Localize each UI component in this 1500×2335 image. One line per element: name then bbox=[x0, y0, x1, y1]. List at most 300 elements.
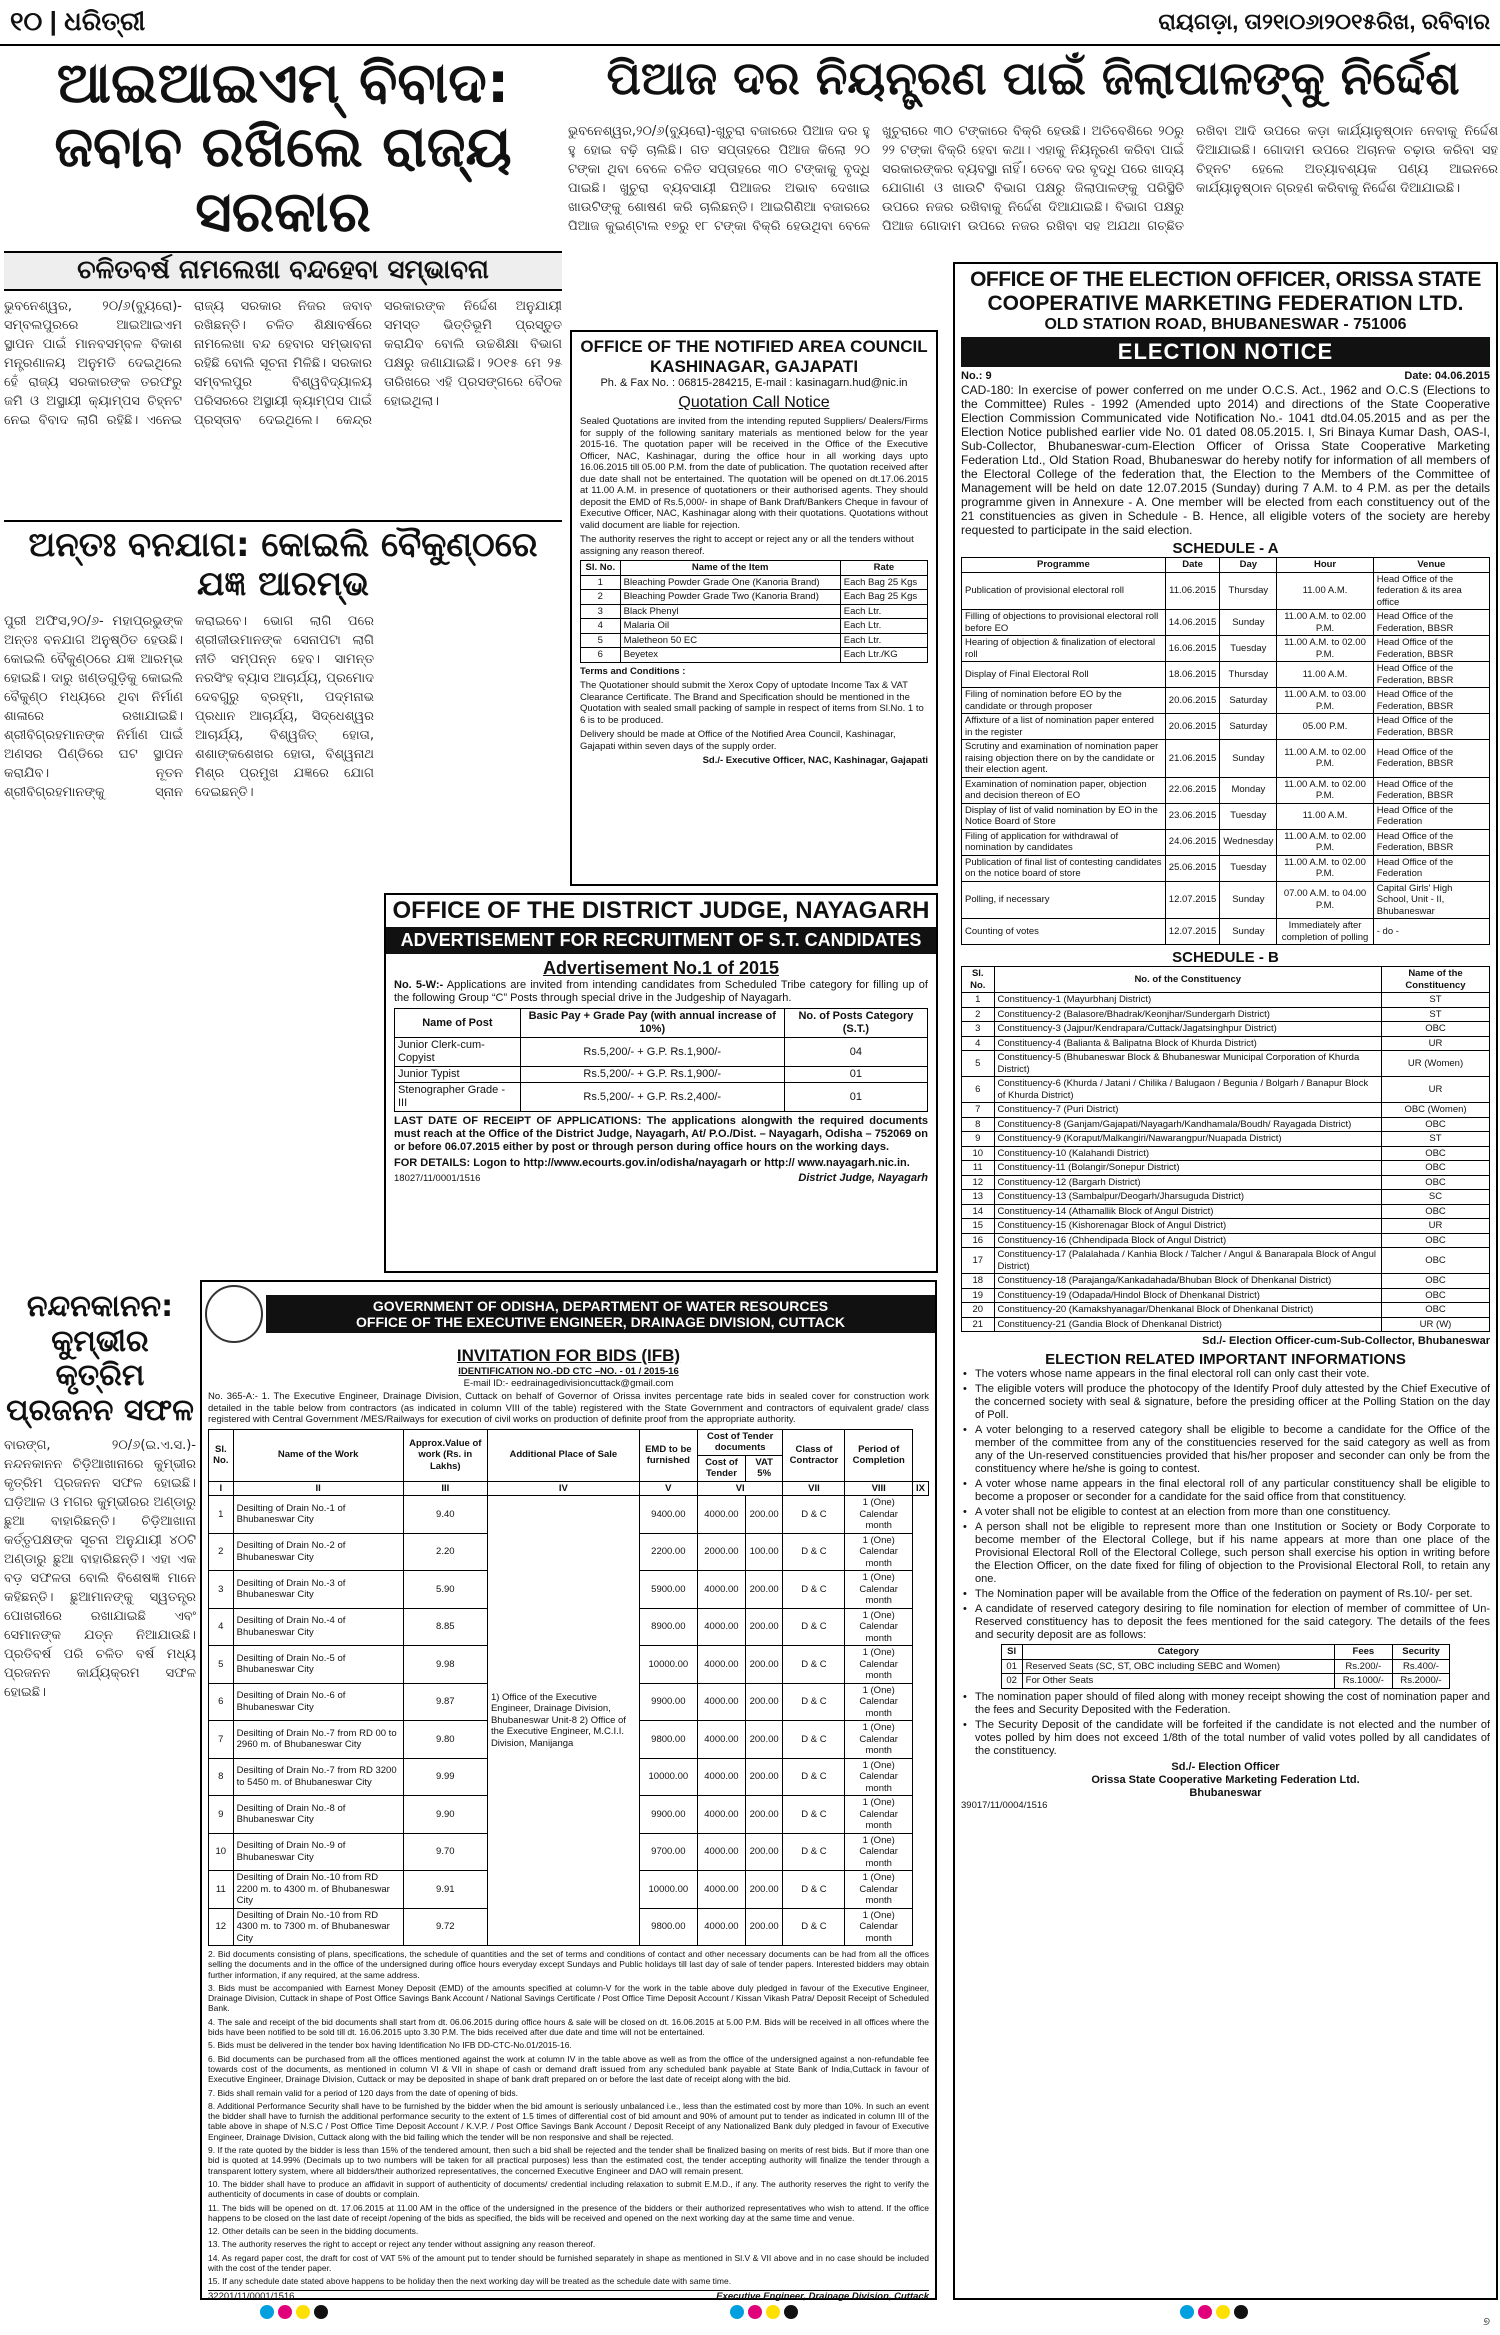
table-cell: Constituency-9 (Koraput/Malkangiri/Nawarangpur/Nuapada District) bbox=[994, 1132, 1382, 1147]
table-cell: 16 bbox=[962, 1233, 995, 1248]
schedule-a-row bbox=[962, 610, 1490, 636]
district-judge-advertisement bbox=[384, 893, 938, 1273]
table-cell: Counting of votes bbox=[962, 919, 1166, 945]
table-cell: 10 bbox=[962, 1146, 995, 1161]
info-item: • A candidate of reserved category desiring to file nomination for election of member of committee of Un-Reserved constituency has to deposit the fees mentioned for the said category. The details of the fees and security deposit are as follows: bbox=[961, 1603, 1490, 1642]
table-cell: 01 bbox=[1001, 1659, 1022, 1674]
election-notice bbox=[953, 262, 1498, 2300]
col-period: Period of Completion bbox=[845, 1429, 912, 1481]
election-sign-2: Orissa State Cooperative Marketing Federation Ltd. bbox=[1091, 1773, 1360, 1786]
odisha-emblem-icon bbox=[205, 1285, 263, 1343]
table-cell: 9 bbox=[209, 1796, 234, 1834]
table-cell: Wednesday bbox=[1220, 829, 1277, 855]
table-cell: 11.00 A.M. bbox=[1277, 572, 1373, 610]
table-cell: Immediately after completion of polling bbox=[1277, 919, 1373, 945]
nac-item-row bbox=[581, 604, 928, 619]
table-cell: Stenographer Grade - III bbox=[395, 1083, 521, 1112]
page-number-masthead: ୧୦ | ଧରିତ୍ରୀ bbox=[10, 6, 146, 36]
table-cell: 4000.00 bbox=[697, 1571, 745, 1609]
ifb-note: 6. Bid documents can be purchased from all the offices mentioned against the work at column IV in the table above as well as from the office of the undersigned against a non-refundable fee towards cost of the documents, as mentioned in column VI & VII in shape of cash or demand draft issued from any scheduled bank payable at State Bank of India,Cuttack in favour of Executive Engineer, Drainage Division, Cuttack or may be deposited in shape of bank draft prepared on or before the last date of receipt along with the bid. bbox=[208, 2053, 929, 2085]
info-item: • A voter shall not be eligible to contest at an election from more than one constituency. bbox=[961, 1506, 1490, 1519]
table-cell: 1 (One) Calendar month bbox=[845, 1496, 912, 1534]
headline-croc: ନନ୍ଦନକାନନ: କୁମ୍ଭୀର କୃତ୍ରିମ ପ୍ରଜନନ ସଫଳ bbox=[6, 1289, 194, 1428]
table-cell: 200.00 bbox=[745, 1496, 783, 1534]
schedule-b-row bbox=[962, 993, 1490, 1008]
nac-contact: Ph. & Fax No. : 06815-284215, E-mail : kasinagarn.hud@nic.in bbox=[600, 377, 908, 389]
table-cell: 21.06.2015 bbox=[1165, 740, 1220, 778]
table-cell: Head Office of the Federation, BBSR bbox=[1373, 636, 1489, 662]
ifb-note: 3. Bids must be accompanied with Earnest Money Deposit (EMD) of the amounts specified at column-V for the work in the table above duly pledged in favour of the Executive Engineer, Drainage Division, Cuttack in shape of Post Office Savings Bank Account / National Savings Certificate / Post Office Time Deposit Account / Kissan Vikash Patra/ Deposit Receipt of Scheduled Bank. bbox=[208, 1982, 929, 2014]
table-cell: D & C bbox=[783, 1796, 845, 1834]
info-item: • The voters whose name appears in the final electoral roll can only cast their vote. bbox=[961, 1368, 1490, 1381]
roman-numeral: VIII bbox=[845, 1481, 912, 1496]
table-cell: Sunday bbox=[1220, 881, 1277, 919]
table-cell: 200.00 bbox=[745, 1871, 783, 1909]
column-header: Name of the Constituency bbox=[1382, 967, 1490, 993]
ifb-note: 7. Bids shall remain valid for a period of 120 days from the date of opening of bids. bbox=[208, 2087, 518, 2098]
nac-item-row bbox=[581, 648, 928, 663]
table-cell: Rs.1000/- bbox=[1335, 1674, 1393, 1689]
judge-bar: ADVERTISEMENT FOR RECRUITMENT OF S.T. CANDIDATES bbox=[386, 927, 936, 954]
table-cell: ST bbox=[1382, 1007, 1490, 1022]
table-cell: 12 bbox=[962, 1175, 995, 1190]
column-header: Venue bbox=[1373, 558, 1489, 573]
table-cell: OBC bbox=[1382, 1303, 1490, 1318]
nac-item-row bbox=[581, 633, 928, 648]
table-cell: Desilting of Drain No.-3 of Bhubaneswar City bbox=[233, 1571, 403, 1609]
schedule-b-row bbox=[962, 1190, 1490, 1205]
table-cell: Head Office of the federation & its area office bbox=[1373, 572, 1489, 610]
col-sl: Sl. No. bbox=[209, 1429, 234, 1481]
table-cell: 4000.00 bbox=[697, 1683, 745, 1721]
table-cell: 12 bbox=[209, 1908, 234, 1946]
registration-dot-icon bbox=[314, 2305, 328, 2319]
table-cell: 5 bbox=[581, 633, 621, 648]
schedule-a-row bbox=[962, 688, 1490, 714]
table-cell: Head Office of the Federation, BBSR bbox=[1373, 662, 1489, 688]
judge-last-date: LAST DATE OF RECEIPT OF APPLICATIONS: The applications alongwith the required documents must reach at the Office of the District Judge, Nayagarh, At/ P.O./Dist. – Nayagarh, Odisha – 752069 on or before 06.07.2015 either by post or through person during office hours on the working days. bbox=[394, 1115, 928, 1153]
table-cell: OBC bbox=[1382, 1248, 1490, 1274]
table-cell: 04 bbox=[784, 1038, 927, 1067]
info-item: • A person shall not be eligible to represent more than one Institution or Society or Body Corporate to become member of the Electoral College, but if his name appears at more than one place of the Provisional Electoral Roll of the Electoral College, such person shall exercise his option in writing before the Election Officer, on the date fixed for filing of objection to the Provisional Electoral Roll, to retain any one. bbox=[961, 1521, 1490, 1586]
table-cell: 9 bbox=[962, 1132, 995, 1147]
column-header: Category bbox=[1022, 1645, 1334, 1660]
schedule-b-row bbox=[962, 1077, 1490, 1103]
ifb-note: 9. If the rate quoted by the bidder is less than 15% of the tendered amount, then such a bid shall be rejected and the tender shall be finalized basing on merits of rest bids. But if more than one bid is quoted at 14.99% (Decimals up to two numbers will be taken for all practical purposes) less than the estimated cost, the tender accepting authority will finalize the tender through a transparent lottery system, where all bidders/their authorized representatives, the concerned Executive Engineer and DAO will remain present. bbox=[208, 2145, 929, 2176]
table-cell: OBC bbox=[1382, 1161, 1490, 1176]
table-cell: D & C bbox=[783, 1646, 845, 1684]
schedule-a-row bbox=[962, 714, 1490, 740]
table-cell: 9.70 bbox=[403, 1833, 487, 1871]
nac-heading: Quotation Call Notice bbox=[678, 394, 830, 411]
table-cell: 9.98 bbox=[403, 1646, 487, 1684]
election-code: 39017/11/0004/1516 bbox=[961, 1799, 1048, 1811]
table-cell: D & C bbox=[783, 1571, 845, 1609]
election-bar: ELECTION NOTICE bbox=[961, 337, 1490, 367]
ifb-note: 5. Bids must be delivered in the tender box having Identification No IFB DD-CTC-No.01/2015-16. bbox=[208, 2040, 572, 2051]
table-cell: 9.80 bbox=[403, 1721, 487, 1759]
election-body: CAD-180: In exercise of power conferred on me under O.C.S. Act., 1962 and O.C.S (Elections to the Committee) Rules - 1992 (Amended upto 2014) and directions of the State Cooperative Election Commission Communicated vide Notification No.- 1041 dtd.04.05.2015 and as per the Election Notice published earlier vide No. 01 dated 08.05.2015. I, Sri Binaya Kumar Dash, OAS-I, Sub-Collector, Bhubaneswar-cum-Election Officer of Orissa State Cooperative Marketing Federation Ltd., Old Station Road, Bhubaneswar do hereby notify for information of all members of the Electoral College of the federation that, the Election to the Members of the Committee of Management will be held on date 12.07.2015 (Sunday) during 7 A.M. to 4 P.M. as per the details programme given in Annexure - A. One member will be elected from each constituency out of the 21 constituencies as given in Schedule - B. Hence, all eligible voters of the society are hereby requested to participate in the said election. bbox=[961, 383, 1490, 537]
judge-intro: Applications are invited from intending candidates from Scheduled Tribe category for filling up of the following Group “C” Posts through special drive in the Judgeship of Nayagarh. bbox=[394, 979, 928, 1004]
nac-signature: Sd./- Executive Officer, NAC, Kashinagar, Gajapati bbox=[702, 755, 928, 766]
table-cell: 1 (One) Calendar month bbox=[845, 1721, 912, 1759]
roman-numeral: II bbox=[233, 1481, 403, 1496]
table-cell: 8900.00 bbox=[639, 1608, 697, 1646]
table-cell: Head Office of the Federation bbox=[1373, 803, 1489, 829]
table-cell: Rs.5,200/- + G.P. Rs.1,900/- bbox=[520, 1067, 784, 1083]
nac-item-row bbox=[581, 575, 928, 590]
table-cell: Constituency-3 (Jajpur/Kendrapara/Cuttack/Jagatsinghpur District) bbox=[994, 1022, 1382, 1037]
nac-para1: Sealed Quotations are invited from the intending reputed Suppliers/ Dealers/Firms for supply of the following sanitary materials as mentioned below for the year 2015-16. The quotation paper will be received in the Office of the Executive Officer, NAC, Kashinagar, during the office hour in all working days upto 16.06.2015 till 05.00 P.M. from the date of publication. The quotation received after due date shall not be entertained. The quotation will be opened on dt.17.06.2015 at 11.00 A.M. in presence of quotationers or their authorised agents. They should deposit the EMD of Rs.5,000/- in shape of Bank Draft/Bankers Cheque in favour of Executive Officer, NAC, Kashinagar along with their quotations. Quotations without valid document are liable for rejection. bbox=[580, 416, 928, 531]
roman-numeral: V bbox=[639, 1481, 697, 1496]
ifb-ident: IDENTIFICATION NO.-DD CTC –NO. - 01 / 2015-16 bbox=[458, 1366, 679, 1377]
table-cell: 13 bbox=[962, 1190, 995, 1205]
ifb-title1: GOVERNMENT OF ODISHA, DEPARTMENT OF WATER RESOURCES bbox=[372, 1298, 829, 1314]
schedule-b-row bbox=[962, 1022, 1490, 1037]
table-cell: 4000.00 bbox=[697, 1496, 745, 1534]
table-cell: Constituency-19 (Odapada/Hindol Block of Dhenkanal District) bbox=[994, 1288, 1382, 1303]
table-cell: 4000.00 bbox=[697, 1833, 745, 1871]
column-header: Date bbox=[1165, 558, 1220, 573]
table-cell: Maletheon 50 EC bbox=[620, 633, 840, 648]
table-cell: OBC bbox=[1382, 1175, 1490, 1190]
table-cell: Bleaching Powder Grade Two (Kanoria Brand) bbox=[620, 590, 840, 605]
table-cell: 6 bbox=[581, 648, 621, 663]
story-croc bbox=[4, 1290, 196, 1702]
schedule-a-row bbox=[962, 777, 1490, 803]
table-cell: 25.06.2015 bbox=[1165, 855, 1220, 881]
table-cell: Constituency-5 (Bhubaneswar Block & Bhubaneswar Municipal Corporation of Khurda District) bbox=[994, 1051, 1382, 1077]
table-cell: D & C bbox=[783, 1833, 845, 1871]
table-cell: 1 bbox=[962, 993, 995, 1008]
column-header: Fees bbox=[1335, 1645, 1393, 1660]
table-cell: 20.06.2015 bbox=[1165, 714, 1220, 740]
table-cell: 1 (One) Calendar month bbox=[845, 1833, 912, 1871]
table-cell: 4 bbox=[209, 1608, 234, 1646]
table-cell: Desilting of Drain No.-4 of Bhubaneswar City bbox=[233, 1608, 403, 1646]
table-cell: 4 bbox=[581, 619, 621, 634]
table-cell: Desilting of Drain No.-2 of Bhubaneswar City bbox=[233, 1533, 403, 1571]
table-cell: Each Bag 25 Kgs bbox=[840, 590, 927, 605]
ifb-signature: Executive Engineer, Drainage Division, Cuttack bbox=[716, 2290, 929, 2302]
table-cell: Constituency-11 (Bolangir/Sonepur District) bbox=[994, 1161, 1382, 1176]
schedule-b-row bbox=[962, 1007, 1490, 1022]
table-cell: 6 bbox=[962, 1077, 995, 1103]
table-cell: 07.00 A.M. to 04.00 P.M. bbox=[1277, 881, 1373, 919]
table-cell: 4000.00 bbox=[697, 1646, 745, 1684]
registration-dot-icon bbox=[1234, 2305, 1248, 2319]
judge-title: OFFICE OF THE DISTRICT JUDGE, NAYAGARH bbox=[392, 897, 930, 924]
table-cell: 100.00 bbox=[745, 1533, 783, 1571]
table-cell: Publication of provisional electoral roll bbox=[962, 572, 1166, 610]
table-cell: 3 bbox=[581, 604, 621, 619]
table-cell: 23.06.2015 bbox=[1165, 803, 1220, 829]
table-cell: 1 (One) Calendar month bbox=[845, 1758, 912, 1796]
ifb-note: 15. If any schedule date stated above happens to be holiday then the next working day will be treated as the schedule date with same time. bbox=[208, 2276, 732, 2287]
col-posts: No. of Posts Category (S.T.) bbox=[784, 1009, 927, 1038]
ifb-note: 13. The authority reserves the right to accept or reject any tender without assigning any reason thereof. bbox=[208, 2239, 596, 2250]
table-cell: UR bbox=[1382, 1219, 1490, 1234]
table-cell: 5.90 bbox=[403, 1571, 487, 1609]
table-cell: 11.00 A.M. bbox=[1277, 662, 1373, 688]
table-cell: 4 bbox=[962, 1036, 995, 1051]
table-cell: D & C bbox=[783, 1871, 845, 1909]
table-cell: Each Ltr. bbox=[840, 633, 927, 648]
judge-code: 18027/11/0001/1516 bbox=[394, 1173, 481, 1184]
table-cell: OBC bbox=[1382, 1274, 1490, 1289]
subhead-iim: ଚଳିତବର୍ଷ ନାମଲେଖା ବନ୍ଦହେବା ସମ୍ଭାବନା bbox=[4, 251, 562, 291]
table-cell: Head Office of the Federation, BBSR bbox=[1373, 688, 1489, 714]
table-cell: SC bbox=[1382, 1190, 1490, 1205]
table-cell: 9.87 bbox=[403, 1683, 487, 1721]
election-sign-1: Sd./- Election Officer bbox=[1171, 1760, 1280, 1773]
table-cell: 1 (One) Calendar month bbox=[845, 1908, 912, 1946]
nac-title: OFFICE OF THE NOTIFIED AREA COUNCIL bbox=[580, 337, 928, 356]
table-cell: 11.00 A.M. to 02.00 P.M. bbox=[1277, 855, 1373, 881]
table-cell: 11.00 A.M. to 02.00 P.M. bbox=[1277, 829, 1373, 855]
nac-terms-heading: Terms and Conditions : bbox=[580, 665, 686, 677]
table-cell: Filing of application for withdrawal of nomination by candidates bbox=[962, 829, 1166, 855]
schedule-a-row bbox=[962, 855, 1490, 881]
table-cell: Each Bag 25 Kgs bbox=[840, 575, 927, 590]
table-cell: Affixture of a list of nomination paper entered in the register bbox=[962, 714, 1166, 740]
registration-marks-left bbox=[260, 2305, 328, 2319]
table-cell: 3 bbox=[962, 1022, 995, 1037]
table-cell: Constituency-16 (Chhendipada Block of Angul District) bbox=[994, 1233, 1382, 1248]
table-cell: Constituency-21 (Gandia Block of Dhenkanal District) bbox=[994, 1317, 1382, 1332]
table-cell: OBC bbox=[1382, 1233, 1490, 1248]
table-cell: 11 bbox=[209, 1871, 234, 1909]
table-cell: 1 (One) Calendar month bbox=[845, 1871, 912, 1909]
table-cell: Junior Clerk-cum-Copyist bbox=[395, 1038, 521, 1067]
table-cell: Each Ltr. bbox=[840, 619, 927, 634]
schedule-a-title: SCHEDULE - A bbox=[1172, 540, 1279, 557]
table-cell: D & C bbox=[783, 1721, 845, 1759]
table-cell: Desilting of Drain No.-1 of Bhubaneswar City bbox=[233, 1496, 403, 1534]
nac-term-1: The Quotationer should submit the Xerox Copy of uptodate Income Tax & VAT Clearance Certificate. The Brand and Specification should be mentioned in the Quotation with sealed small packing of sample in respect of items from Sl.No. 1 to 6 is to be produced. bbox=[580, 680, 924, 726]
roman-numeral: I bbox=[209, 1481, 234, 1496]
table-cell: 1 (One) Calendar month bbox=[845, 1571, 912, 1609]
roman-numeral: VII bbox=[783, 1481, 845, 1496]
schedule-b-row bbox=[962, 1248, 1490, 1274]
table-cell: 2 bbox=[209, 1533, 234, 1571]
nac-term-2: Delivery should be made at Office of the Notified Area Council, Kashinagar, Gajapati within seven days of the supply order. bbox=[580, 729, 896, 752]
table-cell: Desilting of Drain No.-7 from RD 00 to 2960 m. of Bhubaneswar City bbox=[233, 1721, 403, 1759]
schedule-b-row bbox=[962, 1175, 1490, 1190]
additional-place-of-sale: 1) Office of the Executive Engineer, Drainage Division, Bhubaneswar Unit-8 2) Office of the Executive Engineer, M.C.I.I. Division, Manijanga bbox=[487, 1496, 639, 1946]
table-cell: Desilting of Drain No.-9 of Bhubaneswar City bbox=[233, 1833, 403, 1871]
registration-dot-icon bbox=[748, 2305, 762, 2319]
table-cell: 10000.00 bbox=[639, 1758, 697, 1796]
roman-numeral: IX bbox=[912, 1481, 928, 1496]
table-cell: 1 bbox=[209, 1496, 234, 1534]
election-title2: COOPERATIVE MARKETING FEDERATION LTD. bbox=[987, 292, 1464, 315]
roman-numeral: IV bbox=[487, 1481, 639, 1496]
schedule-b-row bbox=[962, 1274, 1490, 1289]
table-cell: For Other Seats bbox=[1022, 1674, 1334, 1689]
schedule-b-row bbox=[962, 1303, 1490, 1318]
table-cell: Rs.2000/- bbox=[1392, 1674, 1450, 1689]
info-item: • The nomination paper should of filed along with money receipt showing the cost of nomination paper and the fees and Security Deposited with the Federation. bbox=[961, 1691, 1490, 1717]
schedule-a-row bbox=[962, 636, 1490, 662]
headline-koili: ଅନ୍ତଃ ବନଯାଗ: କୋଇଲି ବୈକୁଣ୍ଠରେ ଯଜ୍ଞ ଆରମ୍ଭ bbox=[4, 520, 562, 604]
registration-dot-icon bbox=[1198, 2305, 1212, 2319]
table-cell: 2 bbox=[962, 1007, 995, 1022]
table-cell: Thursday bbox=[1220, 662, 1277, 688]
table-cell: Desilting of Drain No.-7 from RD 3200 to 5450 m. of Bhubaneswar City bbox=[233, 1758, 403, 1796]
schedule-b-row bbox=[962, 1132, 1490, 1147]
col-cost-tender: Cost of Tender bbox=[697, 1455, 745, 1481]
table-cell: 22.06.2015 bbox=[1165, 777, 1220, 803]
registration-dot-icon bbox=[1216, 2305, 1230, 2319]
ifb-note: 12. Other details can be seen in the bidding documents. bbox=[208, 2226, 419, 2237]
ifb-note: 4. The sale and receipt of the bid documents shall start from dt. 06.06.2015 during office hours & sale will be closed on dt. 16.06.2015 at 5.00 P.M. Bids will be received in all offices where the bids have been notified to be sold till dt. 16.06.2015 upto 3.30 P.M. The bids received after due date and time will not be entertained. bbox=[208, 2016, 929, 2038]
table-cell: Constituency-14 (Athamallik Block of Angul District) bbox=[994, 1204, 1382, 1219]
table-cell: D & C bbox=[783, 1908, 845, 1946]
table-cell: 19 bbox=[962, 1288, 995, 1303]
table-cell: 6 bbox=[209, 1683, 234, 1721]
table-cell: Rs.400/- bbox=[1392, 1659, 1450, 1674]
schedule-a-table bbox=[961, 557, 1490, 945]
table-cell: 1 (One) Calendar month bbox=[845, 1608, 912, 1646]
table-cell: Head Office of the Federation, BBSR bbox=[1373, 740, 1489, 778]
col-cost: Cost of Tender documents bbox=[697, 1429, 782, 1455]
table-cell: 9900.00 bbox=[639, 1683, 697, 1721]
fees-row bbox=[1001, 1659, 1450, 1674]
judge-details-link[interactable]: FOR DETAILS: Logon to http://www.ecourts.gov.in/odisha/nayagarh or http:// www.nayagarh.nic.in. bbox=[394, 1157, 910, 1169]
nac-item-row bbox=[581, 590, 928, 605]
table-cell: Constituency-13 (Sambalpur/Deogarh/Jharsuguda District) bbox=[994, 1190, 1382, 1205]
ifb-note: 2. Bid documents consisting of plans, specifications, the schedule of quantities and the set of terms and conditions of contact and other necessary documents can be had from all the offices selling the documents and in the office of the undersigned during office hours everyday except Sundays and Public holidays till last day of sale of tender papers. Interested bidders may obtain further information, if any required, at the same address. bbox=[208, 1949, 929, 1980]
table-cell: 16.06.2015 bbox=[1165, 636, 1220, 662]
table-cell: 9.72 bbox=[403, 1908, 487, 1946]
table-cell: 10 bbox=[209, 1833, 234, 1871]
table-cell: Rs.5,200/- + G.P. Rs.2,400/- bbox=[520, 1083, 784, 1112]
table-cell: 2 bbox=[581, 590, 621, 605]
dateline: ରାୟଗଡ଼ା, ତା୨୧ା୦୬ା୨୦୧୫ରିଖ, ରବିବାର bbox=[1158, 9, 1490, 34]
table-cell: 11.00 A.M. to 02.00 P.M. bbox=[1277, 610, 1373, 636]
table-cell: 9800.00 bbox=[639, 1721, 697, 1759]
ifb-notice bbox=[200, 1280, 937, 2300]
table-cell: D & C bbox=[783, 1683, 845, 1721]
col-post: Name of Post bbox=[395, 1009, 521, 1038]
table-cell: 200.00 bbox=[745, 1683, 783, 1721]
table-cell: 1 (One) Calendar month bbox=[845, 1646, 912, 1684]
table-cell: OBC bbox=[1382, 1117, 1490, 1132]
registration-dot-icon bbox=[784, 2305, 798, 2319]
table-cell: 8.85 bbox=[403, 1608, 487, 1646]
schedule-b-row bbox=[962, 1288, 1490, 1303]
table-cell: 10000.00 bbox=[639, 1646, 697, 1684]
schedule-b-row bbox=[962, 1103, 1490, 1118]
registration-dot-icon bbox=[1180, 2305, 1194, 2319]
col-class: Class of Contractor bbox=[783, 1429, 845, 1481]
table-cell: 5900.00 bbox=[639, 1571, 697, 1609]
registration-dot-icon bbox=[278, 2305, 292, 2319]
column-header: Security bbox=[1392, 1645, 1450, 1660]
story-koili bbox=[4, 520, 562, 802]
info-item: • The Nomination paper will be available from the Office of the federation on payment of Rs.10/- per set. bbox=[961, 1588, 1490, 1601]
info-item: • A voter whose name appears in the final electoral roll of any particular constituency shall be eligible to become a proposer or seconder for a candidate for the said office from that constituency. bbox=[961, 1478, 1490, 1504]
table-cell: Junior Typist bbox=[395, 1067, 521, 1083]
table-cell: Desilting of Drain No.-10 from RD 2200 m. to 4300 m. of Bhubaneswar City bbox=[233, 1871, 403, 1909]
ifb-heading: INVITATION FOR BIDS (IFB) bbox=[456, 1346, 681, 1365]
schedule-a-row bbox=[962, 740, 1490, 778]
schedule-b-row bbox=[962, 1051, 1490, 1077]
schedule-b-row bbox=[962, 1036, 1490, 1051]
schedule-a-row bbox=[962, 662, 1490, 688]
schedule-b-row bbox=[962, 1219, 1490, 1234]
table-cell: Head Office of the Federation, BBSR bbox=[1373, 777, 1489, 803]
fees-row bbox=[1001, 1674, 1450, 1689]
registration-dot-icon bbox=[766, 2305, 780, 2319]
table-cell: D & C bbox=[783, 1496, 845, 1534]
table-cell: 9.90 bbox=[403, 1796, 487, 1834]
registration-dot-icon bbox=[296, 2305, 310, 2319]
schedule-b-row bbox=[962, 1117, 1490, 1132]
table-cell: 4000.00 bbox=[697, 1908, 745, 1946]
election-address: OLD STATION ROAD, BHUBANESWAR - 751006 bbox=[1044, 316, 1407, 333]
table-cell: Publication of final list of contesting candidates on the notice board of store bbox=[962, 855, 1166, 881]
table-cell: Constituency-20 (Kamakshyanagar/Dhenkanal Block of Dhenkanal District) bbox=[994, 1303, 1382, 1318]
table-cell: Constituency-7 (Puri District) bbox=[994, 1103, 1382, 1118]
headline-iim: ଆଇଆଇଏମ୍ ବିବାଦ: ଜବାବ ରଖିଲେ ରାଜ୍ୟ ସରକାର bbox=[54, 51, 512, 245]
table-cell: Filling of objections to provisional electoral roll before EO bbox=[962, 610, 1166, 636]
table-cell: 12.07.2015 bbox=[1165, 919, 1220, 945]
schedule-a-row bbox=[962, 803, 1490, 829]
page-header bbox=[0, 0, 1500, 46]
table-cell: 21 bbox=[962, 1317, 995, 1332]
table-cell: 15 bbox=[962, 1219, 995, 1234]
table-cell: Monday bbox=[1220, 777, 1277, 803]
table-cell: Sunday bbox=[1220, 610, 1277, 636]
table-cell: 1 (One) Calendar month bbox=[845, 1533, 912, 1571]
table-cell: D & C bbox=[783, 1608, 845, 1646]
table-cell: 7 bbox=[209, 1721, 234, 1759]
table-cell: Sunday bbox=[1220, 740, 1277, 778]
judge-post-row bbox=[395, 1067, 928, 1083]
table-cell: 5 bbox=[962, 1051, 995, 1077]
table-cell: Constituency-15 (Kishorenagar Block of Angul District) bbox=[994, 1219, 1382, 1234]
table-cell: Malaria Oil bbox=[620, 619, 840, 634]
table-cell: Constituency-17 (Palalahada / Kanhia Block / Talcher / Angul & Banarapala Block of Angul District) bbox=[994, 1248, 1382, 1274]
ifb-table bbox=[208, 1429, 929, 1947]
col-item: Name of the Item bbox=[620, 561, 840, 576]
table-cell: 11.00 A.M. to 03.00 P.M. bbox=[1277, 688, 1373, 714]
table-cell: 7 bbox=[962, 1103, 995, 1118]
schedule-b-row bbox=[962, 1146, 1490, 1161]
fees-table bbox=[1001, 1644, 1451, 1689]
table-cell: Rs.5,200/- + G.P. Rs.1,900/- bbox=[520, 1038, 784, 1067]
registration-dot-icon bbox=[730, 2305, 744, 2319]
table-cell: Capital Girls' High School, Unit - II, Bhubaneswar bbox=[1373, 881, 1489, 919]
table-cell: OBC (Women) bbox=[1382, 1103, 1490, 1118]
ifb-note: 14. As regard paper cost, the draft for cost of VAT 5% of the amount put to tender should be furnished separately in shape as mentioned in Sl.V & VII above and in no case should be included with the cost of the tender paper. bbox=[208, 2252, 929, 2274]
table-cell: Desilting of Drain No.-5 of Bhubaneswar City bbox=[233, 1646, 403, 1684]
schedule-b-title: SCHEDULE - B bbox=[1172, 949, 1279, 966]
table-cell: Desilting of Drain No.-8 of Bhubaneswar City bbox=[233, 1796, 403, 1834]
headline-onion: ପିଆଜ ଦର ନିୟନ୍ତ୍ରଣ ପାଇଁ ଜିଲାପାଳଙ୍କୁ ନିର୍ଦ୍ଦେଶ bbox=[606, 51, 1460, 105]
table-cell: 11.00 A.M. to 02.00 P.M. bbox=[1277, 777, 1373, 803]
election-sign-3: Bhubaneswar bbox=[1189, 1786, 1262, 1799]
table-cell: Polling, if necessary bbox=[962, 881, 1166, 919]
col-pay: Basic Pay + Grade Pay (with annual increase of 10%) bbox=[520, 1009, 784, 1038]
election-title1: OFFICE OF THE ELECTION OFFICER, ORISSA STATE bbox=[970, 268, 1481, 291]
schedule-a-row bbox=[962, 919, 1490, 945]
table-cell: Head Office of the Federation, BBSR bbox=[1373, 829, 1489, 855]
judge-post-row bbox=[395, 1038, 928, 1067]
table-cell: 8 bbox=[962, 1117, 995, 1132]
